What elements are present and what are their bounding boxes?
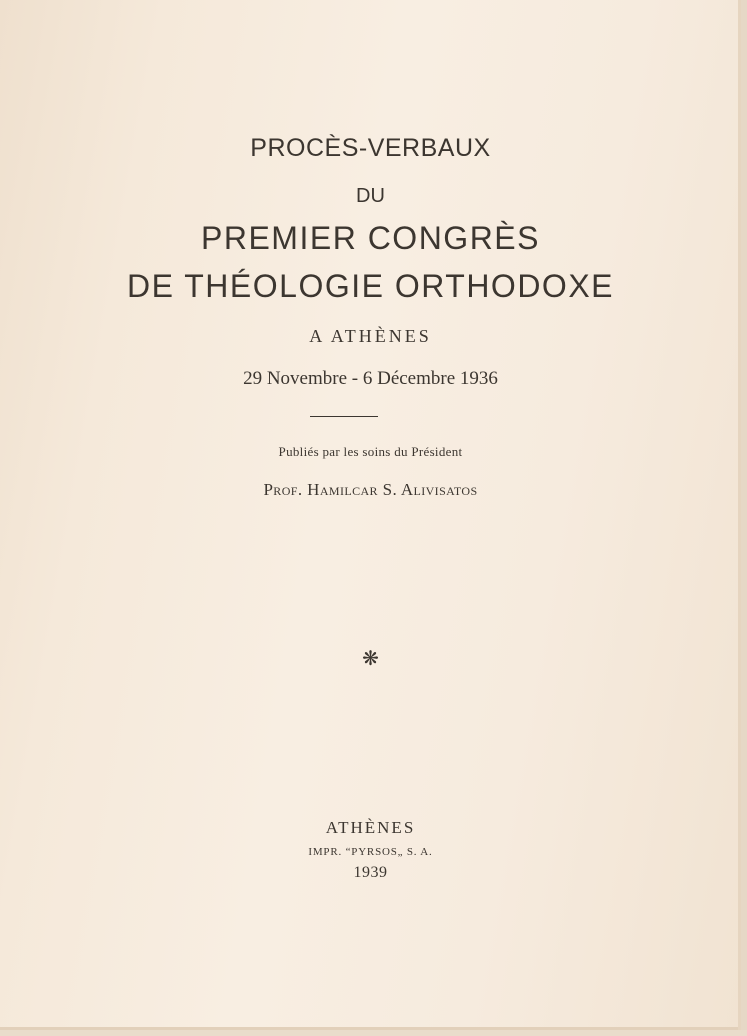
dates-text: 29 Novembre - 6 Décembre 1936 <box>243 368 498 389</box>
main-title-line-2: DE THÉOLOGIE ORTHODOXE <box>126 268 614 304</box>
imprint-year: 1939 <box>353 864 388 881</box>
page-edge-bottom <box>0 1030 747 1036</box>
imprint-printer: IMPR. “PYRSOS„ S. A. <box>308 846 433 858</box>
page-edge-right <box>741 0 747 1036</box>
editor-name: Prof. Hamilcar S. Alivisatos <box>263 480 478 499</box>
main-title-line-1: PREMIER CONGRÈS <box>201 220 540 256</box>
ornament-icon: ❋ <box>362 646 379 670</box>
connector-text: DU <box>356 185 385 207</box>
editor-intro: Publiés par les soins du Président <box>278 444 463 459</box>
series-title: PROCÈS-VERBAUX <box>250 134 491 162</box>
place-text: A ATHÈNES <box>309 326 432 346</box>
imprint-city: ATHÈNES <box>325 818 416 837</box>
title-divider <box>310 416 378 417</box>
